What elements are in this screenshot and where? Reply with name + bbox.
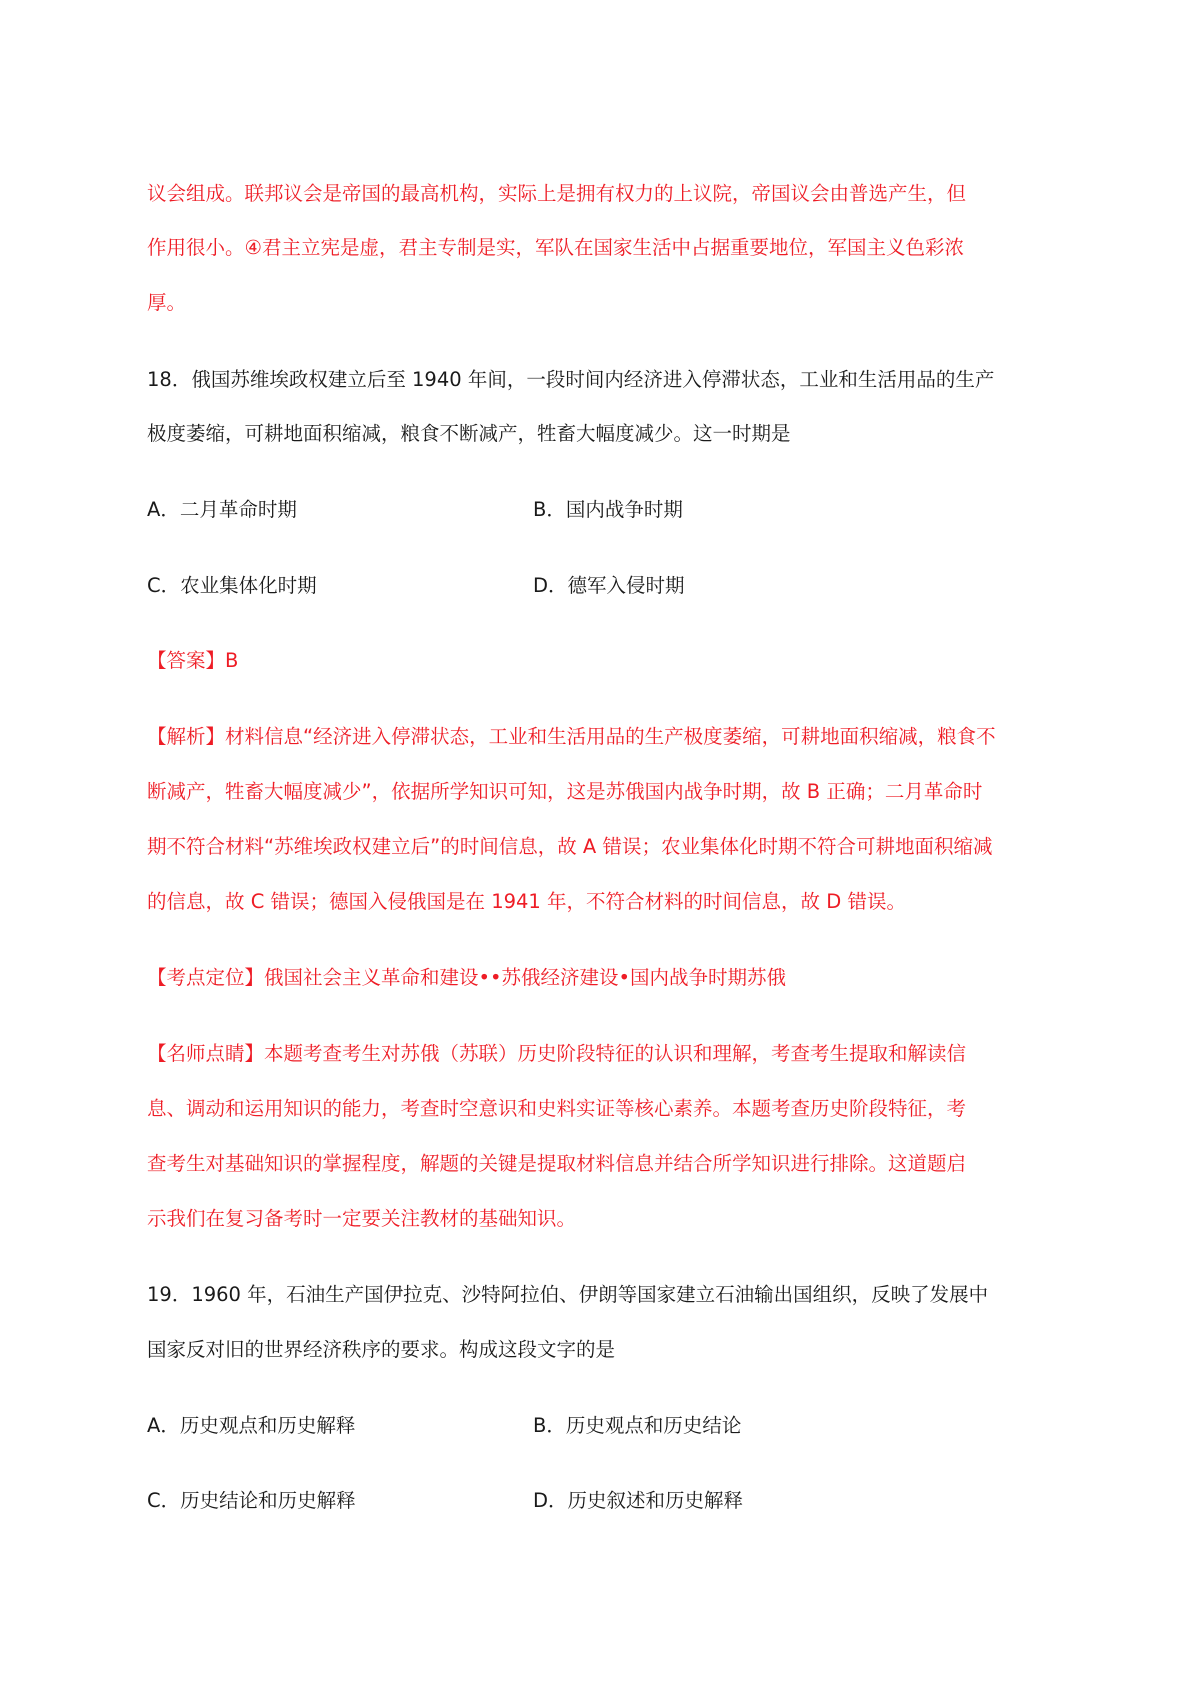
q18-stem-line-2: 极度萎缩，可耕地面积缩减，粮食不断减产，牲畜大幅度减少。这一时期是 (147, 422, 791, 445)
q19-stem-line-1: 19．1960 年，石油生产国伊拉克、沙特阿拉伯、伊朗等国家建立石油输出国组织，反映了发展中 (147, 1283, 989, 1306)
q18-mingshi-line-3: 查考生对基础知识的掌握程度，解题的关键是提取材料信息并结合所学知识进行排除。这道题启 (147, 1152, 967, 1175)
q18-analysis-line-3: 期不符合材料“苏维埃政权建立后”的时间信息，故 A 错误；农业集体化时期不符合可耕地面积缩减 (147, 835, 993, 858)
q18-mingshi-line-4: 示我们在复习备考时一定要关注教材的基础知识。 (147, 1207, 577, 1230)
q18-analysis-line-2: 断减产，牲畜大幅度减少”，依据所学知识可知，这是苏俄国内战争时期，故 B 正确；二月革命时 (147, 780, 983, 803)
q18-analysis-line-1: 【解析】材料信息“经济进入停滞状态，工业和生活用品的生产极度萎缩，可耕地面积缩减，粮食不 (147, 725, 996, 748)
q19-option-b: B．历史观点和历史结论 (533, 1414, 742, 1437)
q18-option-b: B．国内战争时期 (533, 498, 683, 521)
q18-option-c: C．农业集体化时期 (147, 574, 317, 597)
q18-kaodian: 【考点定位】俄国社会主义革命和建设••苏俄经济建设•国内战争时期苏俄 (147, 966, 787, 989)
q19-option-c: C．历史结论和历史解释 (147, 1489, 356, 1512)
continuation-line-3: 厚。 (147, 291, 187, 314)
q18-stem-line-1: 18．俄国苏维埃政权建立后至 1940 年间，一段时间内经济进入停滞状态，工业和生活用品的生产 (147, 368, 995, 391)
q19-option-a: A．历史观点和历史解释 (147, 1414, 356, 1437)
q18-analysis-line-4: 的信息，故 C 错误；德国入侵俄国是在 1941 年，不符合材料的时间信息，故 D 错误。 (147, 890, 906, 913)
q18-mingshi-line-1: 【名师点睛】本题考查考生对苏俄（苏联）历史阶段特征的认识和理解，考查考生提取和解读信 (147, 1042, 967, 1065)
q18-option-a: A．二月革命时期 (147, 498, 297, 521)
continuation-line-1: 议会组成。联邦议会是帝国的最高机构，实际上是拥有权力的上议院，帝国议会由普选产生，但 (147, 182, 967, 205)
q18-mingshi-line-2: 息、调动和运用知识的能力，考查时空意识和史料实证等核心素养。本题考查历史阶段特征，考 (147, 1097, 967, 1120)
q18-option-d: D．德军入侵时期 (533, 574, 685, 597)
q19-option-d: D．历史叙述和历史解释 (533, 1489, 744, 1512)
q18-answer: 【答案】B (147, 649, 239, 672)
continuation-line-2: 作用很小。④君主立宪是虚，君主专制是实，军队在国家生活中占据重要地位，军国主义色彩浓 (147, 236, 964, 259)
q19-stem-line-2: 国家反对旧的世界经济秩序的要求。构成这段文字的是 (147, 1338, 616, 1361)
